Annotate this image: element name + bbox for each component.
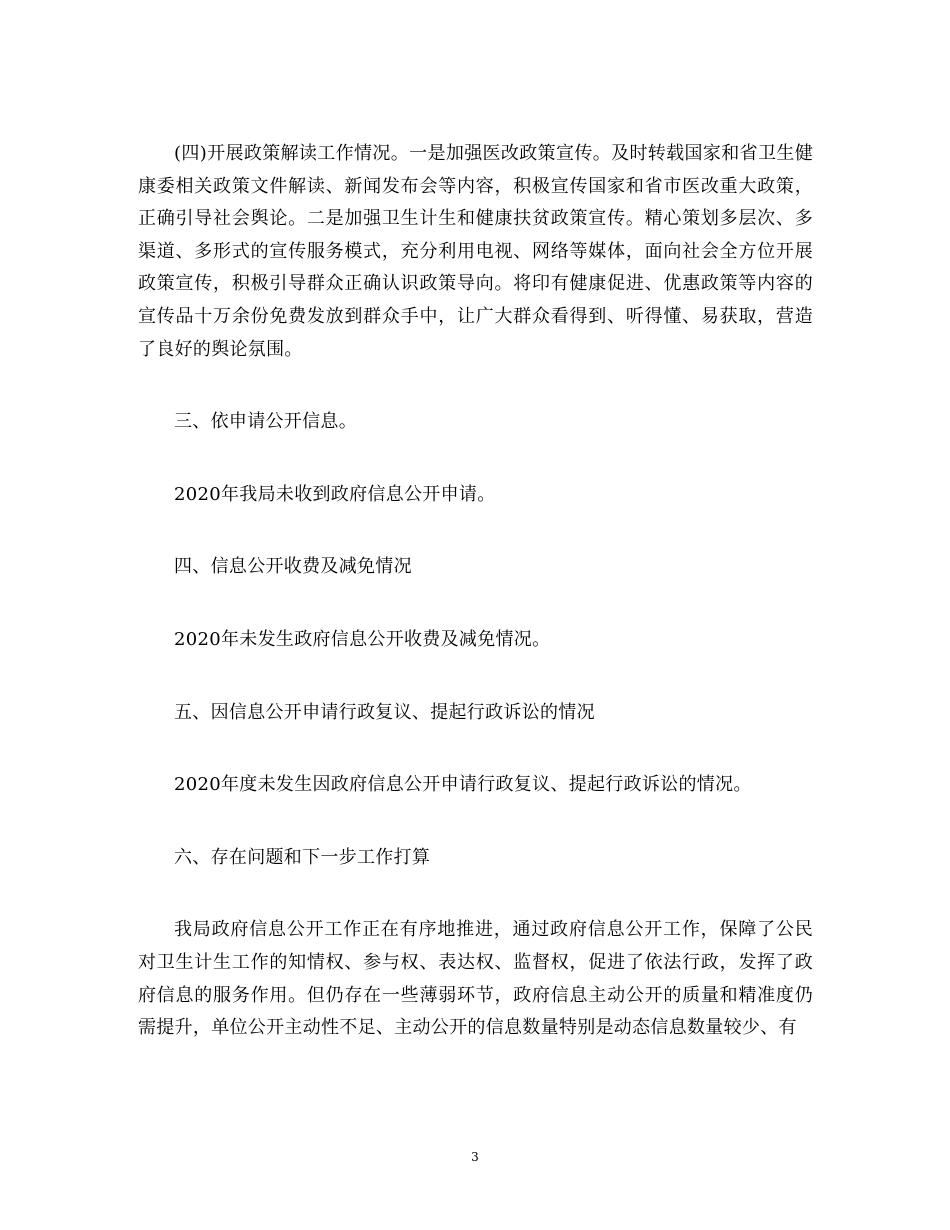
page-body: [138, 138, 813, 1045]
paragraph-policy-interpretation: (四)开展政策解读工作情况。一是加强医改政策宣传。及时转载国家和省卫生健康委相关政策文件解读、新闻发布会等内容，积极宣传国家和省市医改重大政策，正确引导社会舆论。二是加强卫生计生和健康扶贫政策宣传。精心策划多层次、多渠道、多形式的宣传服务模式，充分利用电视、网络等媒体，面向社会全方位开展政策宣传，积极引导群众正确认识政策导向。将印有健康促进、优惠政策等内容的宣传品十万余份免费发放到群众手中，让广大群众看得到、听得懂、易获取，营造了良好的舆论氛围。: [138, 143, 813, 360]
paragraph-section-6: 我局政府信息公开工作正在有序地推进，通过政府信息公开工作，保障了公民对卫生计生工作的知情权、参与权、表达权、监督权，促进了依法行政，发挥了政府信息的服务作用。但仍存在一些薄弱环节，政府信息主动公开的质量和精准度仍需提升，单位公开主动性不足、主动公开的信息数量特别是动态信息数量较少、有: [138, 919, 813, 1039]
heading-section-3: 三、依申请公开信息。: [174, 411, 357, 433]
heading-section-4: 四、信息公开收费及减免情况: [174, 556, 412, 578]
page-number: 3: [471, 1150, 479, 1164]
paragraph-section-5: 2020年度未发生因政府信息公开申请行政复议、提起行政诉讼的情况。: [174, 774, 752, 796]
heading-section-5: 五、因信息公开申请行政复议、提起行政诉讼的情况: [174, 701, 595, 723]
heading-section-6: 六、存在问题和下一步工作打算: [174, 846, 431, 868]
paragraph-section-3: 2020年我局未收到政府信息公开申请。: [174, 483, 496, 505]
paragraph-section-4: 2020年未发生政府信息公开收费及减免情况。: [174, 628, 551, 650]
